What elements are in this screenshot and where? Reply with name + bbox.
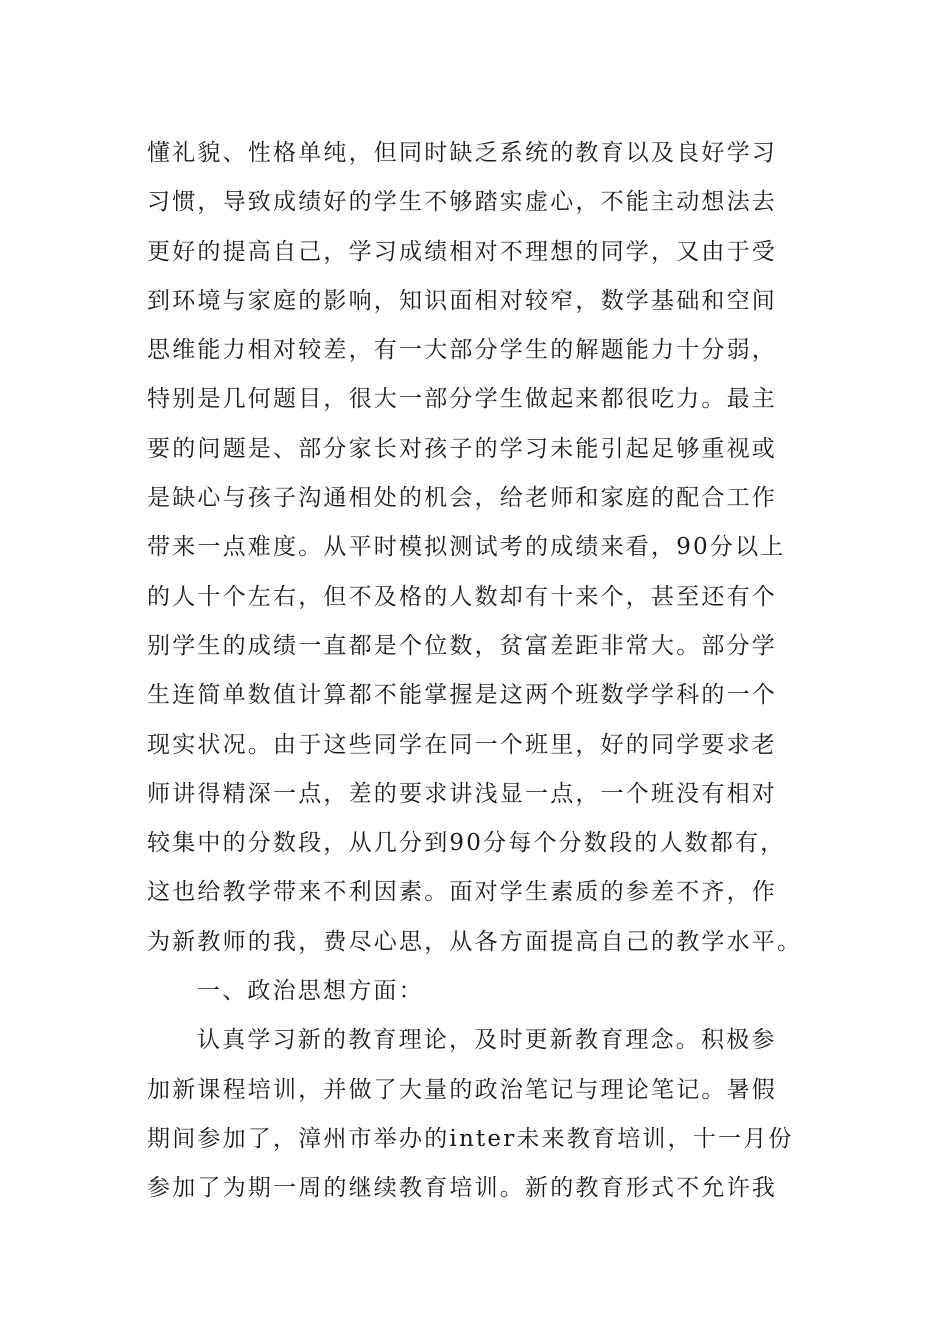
text-line: 带来一点难度。从平时模拟测试考的成绩来看，90分以上 [147,534,786,561]
text-line: 为新教师的我，费尽心思，从各方面提高自己的教学水平。 [147,928,803,955]
text-line: 思维能力相对较差，有一大部分学生的解题能力十分弱， [147,337,777,364]
text-line: 加新课程培训，并做了大量的政治笔记与理论笔记。暑假 [147,1076,777,1103]
text-line: 习惯，导致成绩好的学生不够踏实虚心，不能主动想法去 [147,189,777,216]
text-line: 期间参加了，漳州市举办的inter未来教育培训，十一月份 [147,1125,794,1152]
text-line: 参加了为期一周的继续教育培训。新的教育形式不允许我 [147,1175,777,1202]
text-line: 到环境与家庭的影响，知识面相对较窄，数学基础和空间 [147,287,777,314]
text-line: 生连简单数值计算都不能掌握是这两个班数学学科的一个 [147,682,777,709]
body-text [147,129,807,1214]
text-line: 是缺心与孩子沟通相处的机会，给老师和家庭的配合工作 [147,485,777,512]
text-line: 现实状况。由于这些同学在同一个班里，好的同学要求老 [147,731,777,758]
text-line: 别学生的成绩一直都是个位数，贫富差距非常大。部分学 [147,632,777,659]
text-line: 特别是几何题目，很大一部分学生做起来都很吃力。最主 [147,386,777,413]
text-line: 较集中的分数段，从几分到90分每个分数段的人数都有， [147,830,786,857]
text-line: 的人十个左右，但不及格的人数却有十来个，甚至还有个 [147,583,777,610]
section-heading: 一、政治思想方面： [197,978,424,1005]
paragraph-first-line: 认真学习新的教育理论，及时更新教育理念。积极参 [197,1027,777,1054]
text-line: 懂礼貌、性格单纯，但同时缺乏系统的教育以及良好学习 [147,140,777,166]
text-line: 要的问题是、部分家长对孩子的学习未能引起足够重视或 [147,435,777,462]
text-line: 师讲得精深一点，差的要求讲浅显一点，一个班没有相对 [147,780,777,807]
text-line: 这也给教学带来不利因素。面对学生素质的参差不齐，作 [147,879,777,906]
text-line: 更好的提高自己，学习成绩相对不理想的同学，又由于受 [147,238,777,265]
